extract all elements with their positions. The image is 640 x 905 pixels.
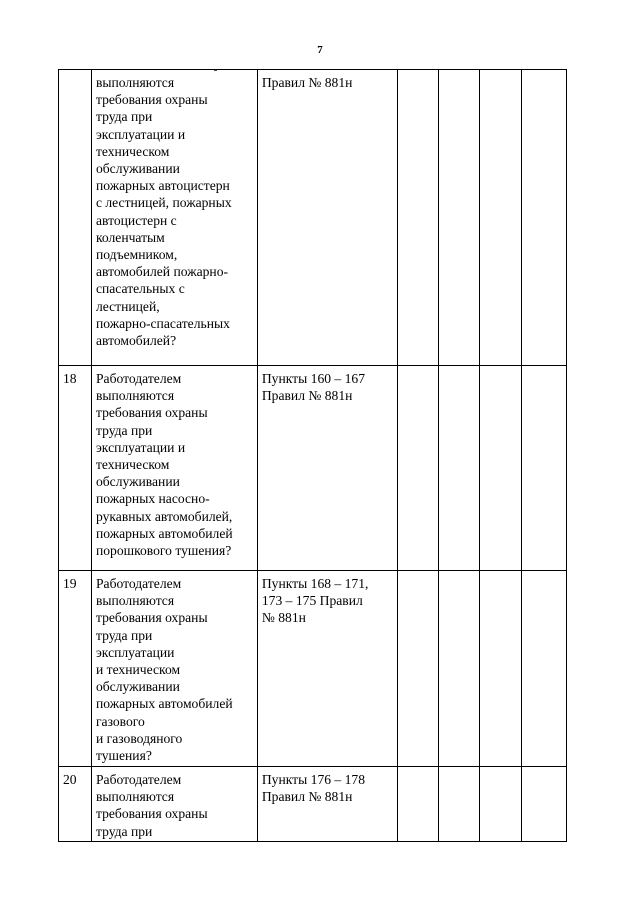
reference-cell [257, 767, 397, 842]
answer-cell-yes[interactable] [397, 571, 438, 767]
answer-cell-yes[interactable] [397, 366, 438, 571]
table-row [59, 571, 567, 767]
reference-text: Пункты 176 – 178 Правил № 881н [261, 772, 366, 805]
answer-cell-no[interactable] [439, 70, 480, 366]
row-number: 20 [59, 767, 92, 842]
answer-cell-na[interactable] [480, 767, 521, 842]
row-number: 19 [59, 571, 92, 767]
question-text: Работодателем выполняются требования охраны труда при [95, 772, 208, 839]
answer-cell-na[interactable] [480, 366, 521, 571]
reference-cell [257, 366, 397, 571]
notes-cell[interactable] [521, 767, 566, 842]
question-text: Работодателем выполняются требования охраны труда при эксплуатации и техническом обслуживании пожарных автомобилей газового и газоводяного тушения? [95, 576, 233, 764]
notes-cell[interactable] [521, 366, 566, 571]
reference-text: Правил № 881н [261, 75, 353, 90]
answer-cell-yes[interactable] [397, 767, 438, 842]
answer-cell-no[interactable] [439, 366, 480, 571]
answer-cell-no[interactable] [439, 571, 480, 767]
question-cell [91, 767, 257, 842]
answer-cell-na[interactable] [480, 571, 521, 767]
answer-cell-na[interactable] [480, 70, 521, 366]
question-text: выполняются требования охраны труда при эксплуатации и техническом обслуживании пожарных автоцистерн с лестницей, пожарных автоцистерн с коленчатым подъемником, автомобилей пожарно- спасательных с лестницей, пожарно-спасательных автомобилей? [95, 75, 232, 349]
row-number: 18 [59, 366, 92, 571]
checklist-table [58, 69, 567, 842]
question-cell [91, 366, 257, 571]
question-cell [91, 571, 257, 767]
table-row [59, 70, 567, 366]
row-number [59, 70, 92, 366]
reference-cell [257, 571, 397, 767]
question-cell [91, 70, 257, 366]
page-number: 7 [317, 44, 323, 56]
table-row [59, 366, 567, 571]
answer-cell-no[interactable] [439, 767, 480, 842]
reference-cell [257, 70, 397, 366]
answer-cell-yes[interactable] [397, 70, 438, 366]
notes-cell[interactable] [521, 571, 566, 767]
question-text: Работодателем выполняются требования охраны труда при эксплуатации и техническом обслуживании пожарных насосно- рукавных автомобилей, пожарных автомобилей порошкового тушения? [95, 371, 233, 559]
notes-cell[interactable] [521, 70, 566, 366]
reference-text: Пункты 168 – 171, 173 – 175 Правил № 881н [261, 576, 369, 626]
reference-text: Пункты 160 – 167 Правил № 881н [261, 371, 366, 404]
table-row [59, 767, 567, 842]
